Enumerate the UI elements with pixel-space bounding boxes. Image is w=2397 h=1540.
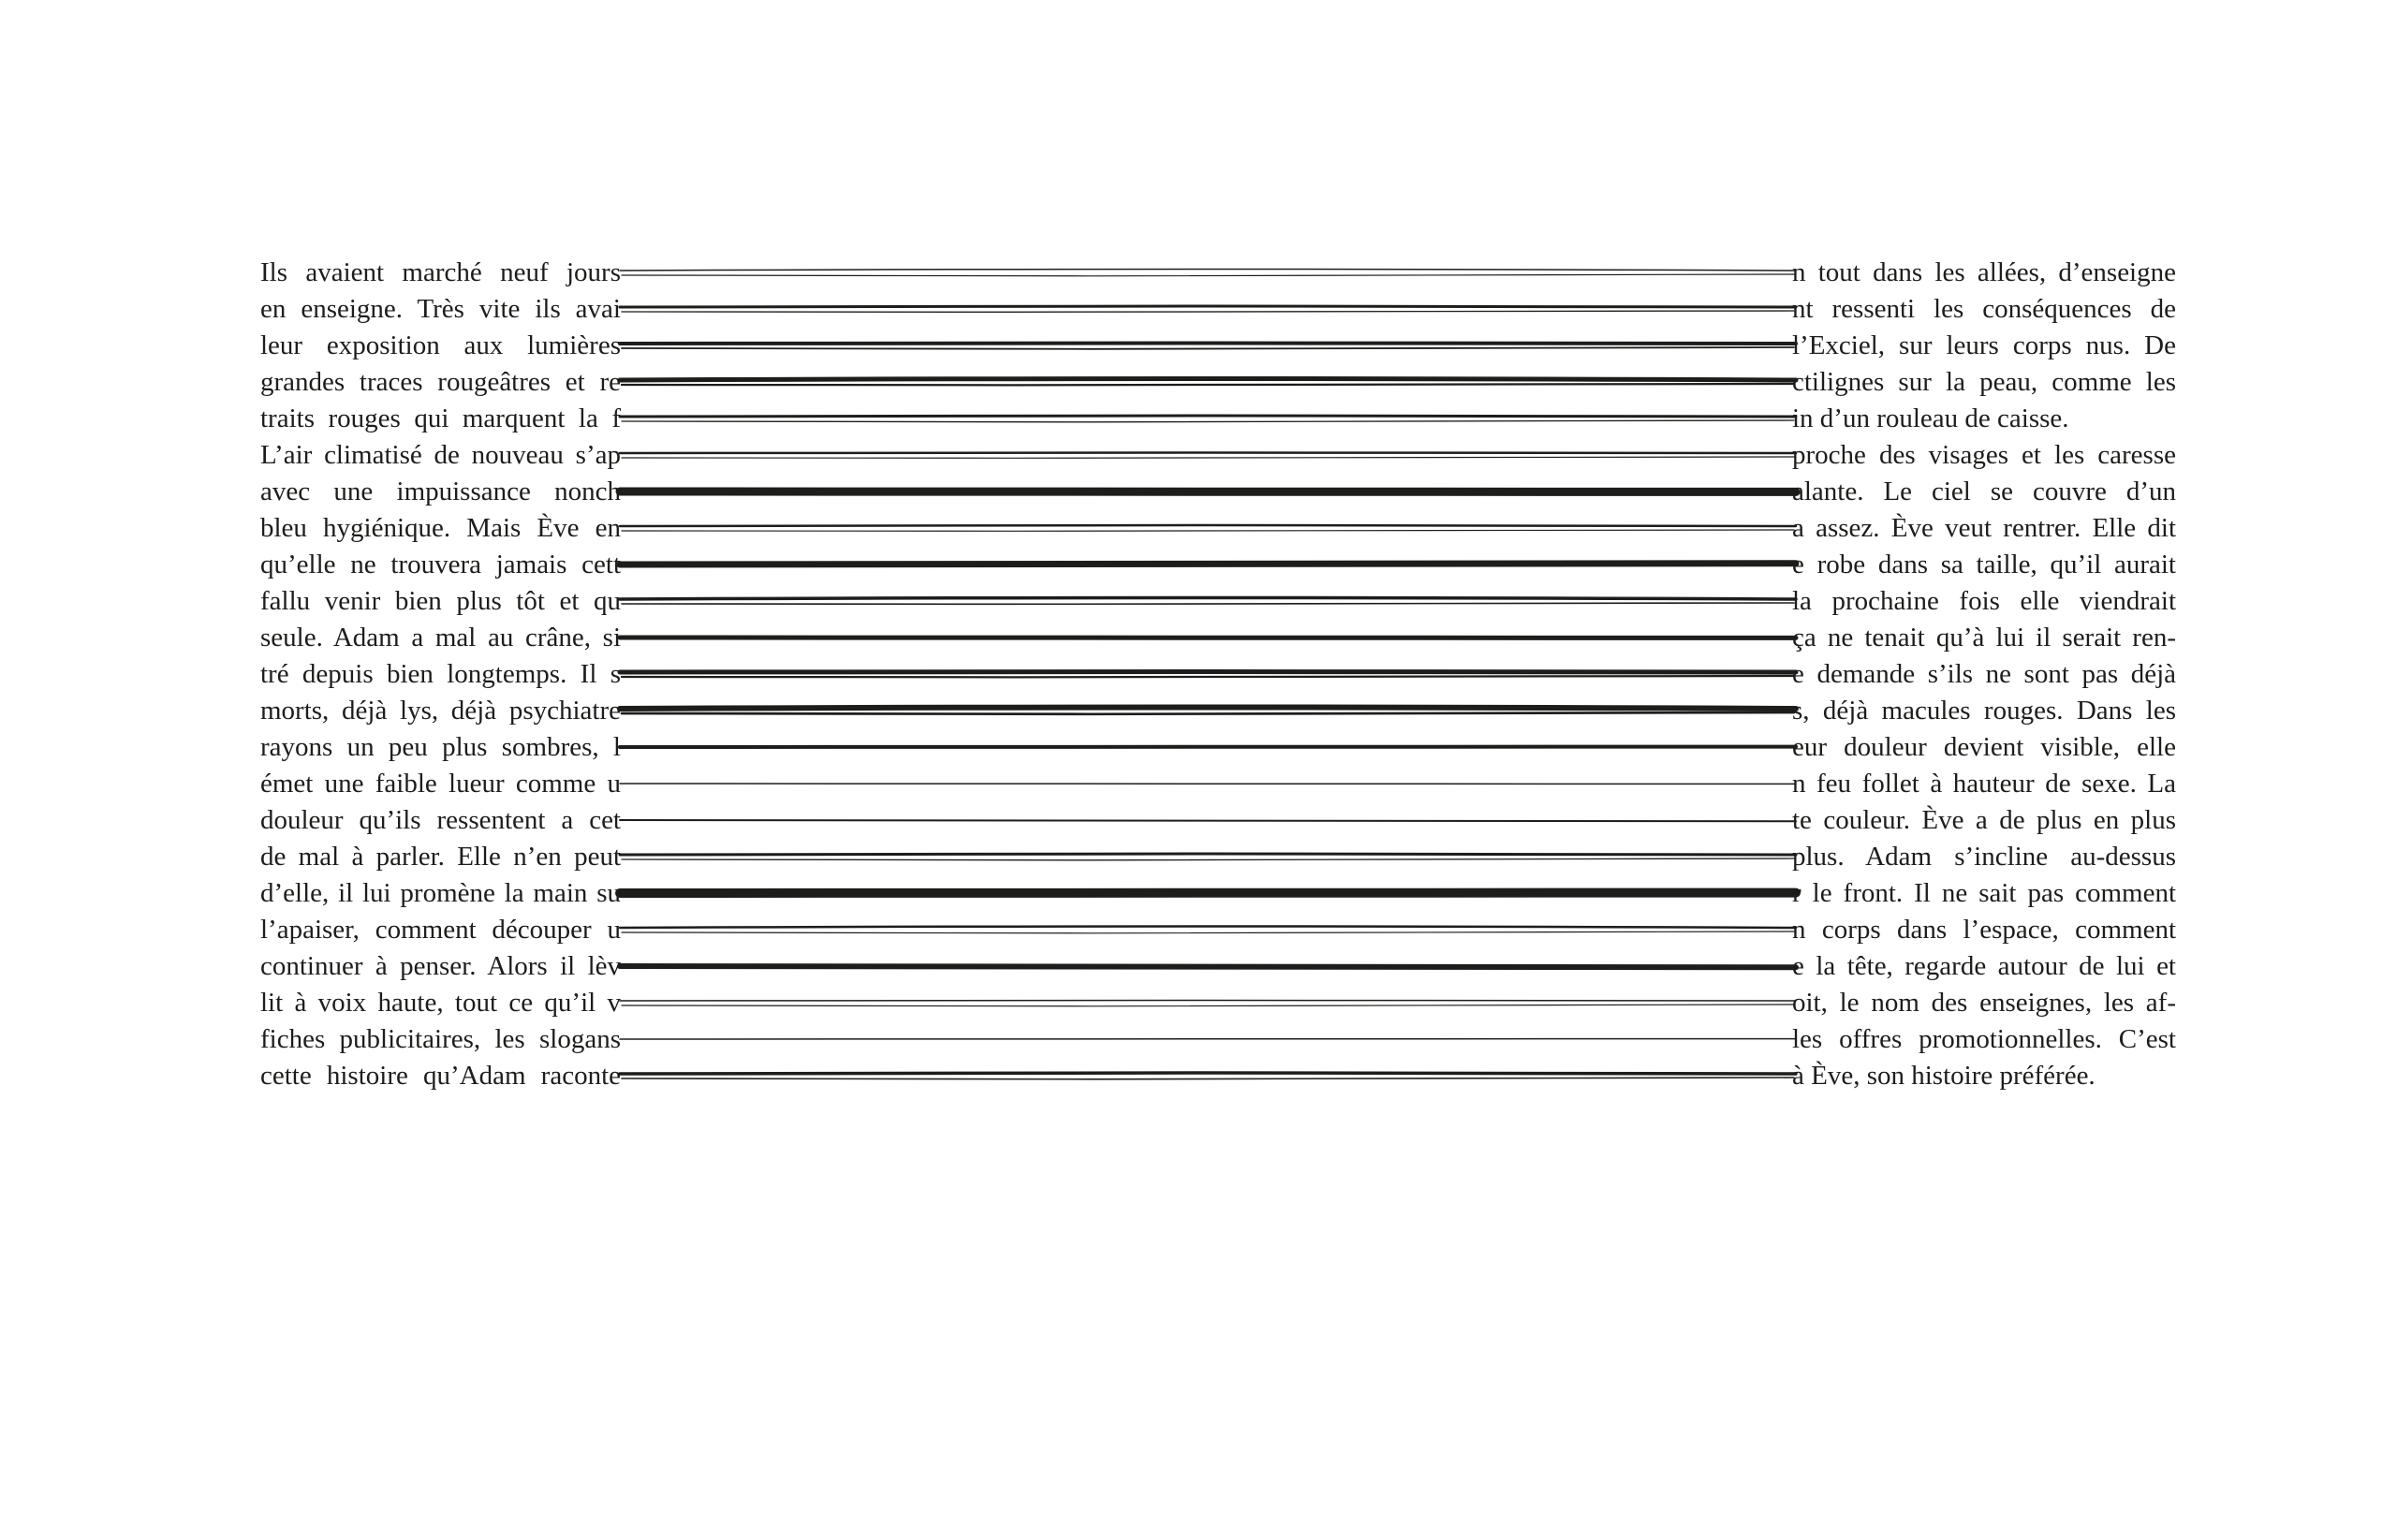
line-end-fragment: nt ressenti les conséquences de (1792, 294, 2176, 324)
line-end-fragment: les offres promotionnelles. C’est (1792, 1024, 2176, 1054)
line-start-fragment: rayons un peu plus sombres, l (260, 732, 621, 762)
line-start-fragment: qu’elle ne trouvera jamais cett (260, 550, 621, 579)
redaction-stroke (618, 839, 1798, 875)
line-start-fragment: tré depuis bien longtemps. Il s (260, 659, 621, 689)
text-line (260, 1021, 2176, 1058)
text-line (260, 802, 2176, 839)
line-end-fragment: plus. Adam s’incline au-dessus (1792, 842, 2176, 872)
redaction-stroke (618, 729, 1798, 766)
redaction-stroke (618, 328, 1798, 364)
line-end-fragment: l’Exciel, sur leurs corps nus. De (1792, 330, 2176, 360)
line-end-fragment: ctilignes sur la peau, comme les (1792, 367, 2176, 397)
redaction-stroke (618, 401, 1798, 437)
line-start-fragment: de mal à parler. Elle n’en peut (260, 842, 621, 872)
redaction-stroke (618, 802, 1798, 839)
line-end-fragment: à Ève, son histoire préférée. (1792, 1061, 2096, 1091)
line-end-fragment: e la tête, regarde autour de lui et (1792, 951, 2176, 981)
line-end-fragment: in d’un rouleau de caisse. (1792, 403, 2069, 433)
line-end-fragment: proche des visages et les caresse (1792, 440, 2176, 470)
text-line (260, 985, 2176, 1021)
text-line (260, 948, 2176, 985)
line-end-fragment: alante. Le ciel se couvre d’un (1792, 477, 2176, 506)
line-start-fragment: en enseigne. Très vite ils avai (260, 294, 621, 324)
redaction-stroke (618, 547, 1798, 583)
text-line (260, 364, 2176, 401)
redaction-stroke (618, 875, 1798, 912)
text-line (260, 729, 2176, 766)
text-line (260, 693, 2176, 729)
text-line (260, 401, 2176, 437)
text-line (260, 255, 2176, 291)
redaction-stroke (618, 693, 1798, 729)
line-start-fragment: morts, déjà lys, déjà psychiatre (260, 696, 621, 726)
line-end-fragment: n tout dans les allées, d’enseigne (1792, 257, 2176, 287)
line-end-fragment: ça ne tenait qu’à lui il serait ren- (1792, 623, 2176, 653)
redaction-stroke (618, 255, 1798, 291)
line-end-fragment: e robe dans sa taille, qu’il aurait (1792, 550, 2176, 579)
line-start-fragment: Ils avaient marché neuf jours (260, 257, 621, 287)
redaction-stroke (618, 583, 1798, 620)
text-line (260, 620, 2176, 656)
line-start-fragment: avec une impuissance nonch (260, 477, 621, 506)
line-end-fragment: la prochaine fois elle viendrait (1792, 586, 2176, 616)
text-line (260, 583, 2176, 620)
line-start-fragment: douleur qu’ils ressentent a cet (260, 805, 621, 835)
line-start-fragment: cette histoire qu’Adam raconte (260, 1061, 621, 1091)
line-end-fragment: n corps dans l’espace, comment (1792, 915, 2176, 945)
line-end-fragment: a assez. Ève veut rentrer. Elle dit (1792, 513, 2176, 543)
text-line (260, 291, 2176, 328)
redaction-stroke (618, 620, 1798, 656)
line-end-fragment: r le front. Il ne sait pas comment (1792, 878, 2176, 908)
redaction-stroke (618, 912, 1798, 948)
line-start-fragment: continuer à penser. Alors il lèv (260, 951, 621, 981)
text-line (260, 656, 2176, 693)
redaction-stroke (618, 656, 1798, 693)
line-start-fragment: fiches publicitaires, les slogans (260, 1024, 621, 1054)
line-end-fragment: e demande s’ils ne sont pas déjà (1792, 659, 2176, 689)
redaction-stroke (618, 510, 1798, 547)
line-end-fragment: n feu follet à hauteur de sexe. La (1792, 769, 2176, 799)
line-start-fragment: seule. Adam a mal au crâne, si (260, 623, 621, 653)
line-end-fragment: eur douleur devient visible, elle (1792, 732, 2176, 762)
line-start-fragment: leur exposition aux lumières (260, 330, 621, 360)
line-start-fragment: émet une faible lueur comme u (260, 769, 621, 799)
text-line (260, 437, 2176, 474)
line-end-fragment: s, déjà macules rouges. Dans les (1792, 696, 2176, 726)
redaction-stroke (618, 766, 1798, 802)
text-line (260, 474, 2176, 510)
redaction-stroke (618, 1021, 1798, 1058)
line-start-fragment: traits rouges qui marquent la f (260, 403, 621, 433)
line-start-fragment: fallu venir bien plus tôt et qu (260, 586, 621, 616)
text-line (260, 912, 2176, 948)
text-line (260, 1058, 2176, 1094)
redaction-stroke (618, 291, 1798, 328)
redaction-stroke (618, 985, 1798, 1021)
line-start-fragment: d’elle, il lui promène la main su (260, 878, 621, 908)
redaction-stroke (618, 948, 1798, 985)
line-start-fragment: lit à voix haute, tout ce qu’il v (260, 988, 621, 1018)
redaction-stroke (618, 437, 1798, 474)
text-line (260, 875, 2176, 912)
text-line (260, 547, 2176, 583)
line-end-fragment: oit, le nom des enseignes, les af- (1792, 988, 2176, 1018)
line-start-fragment: grandes traces rougeâtres et re (260, 367, 621, 397)
line-start-fragment: l’apaiser, comment découper u (260, 915, 621, 945)
redacted-text-block (260, 255, 2176, 1094)
redaction-stroke (618, 474, 1798, 510)
line-start-fragment: L’air climatisé de nouveau s’ap (260, 440, 621, 470)
redaction-stroke (618, 1058, 1798, 1094)
text-line (260, 328, 2176, 364)
line-end-fragment: te couleur. Ève a de plus en plus (1792, 805, 2176, 835)
text-line (260, 839, 2176, 875)
redaction-stroke (618, 364, 1798, 401)
text-line (260, 510, 2176, 547)
text-line (260, 766, 2176, 802)
line-start-fragment: bleu hygiénique. Mais Ève en (260, 513, 621, 543)
